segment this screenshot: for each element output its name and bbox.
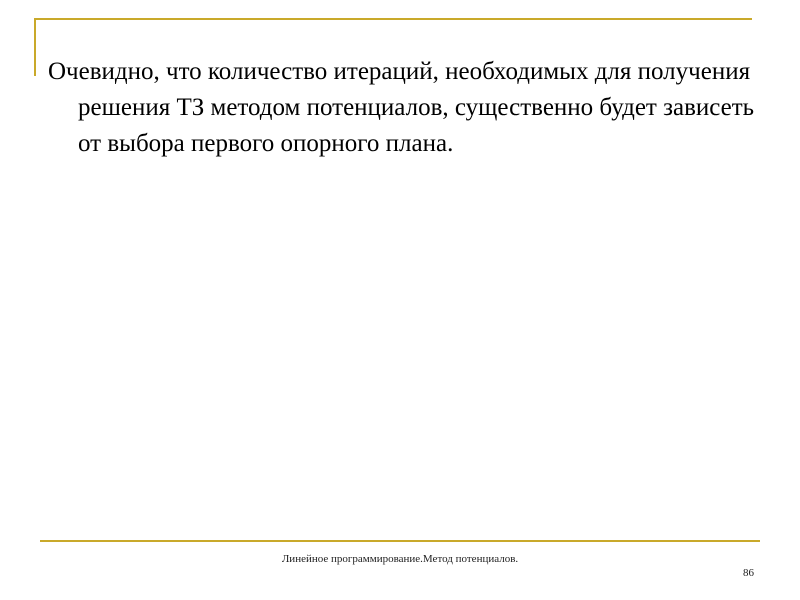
slide-frame-left-line [34, 18, 36, 76]
slide-body-text: Очевидно, что количество итераций, необходимых для получения решения ТЗ методом потенциалов, существенно будет зависеть от выбора первого опорного плана. [48, 58, 755, 157]
footer-divider-line [40, 540, 760, 542]
page-number: 86 [743, 567, 754, 579]
footer-title: Линейное программирование.Метод потенциалов. [281, 553, 519, 565]
slide-frame-top-line [36, 18, 752, 20]
